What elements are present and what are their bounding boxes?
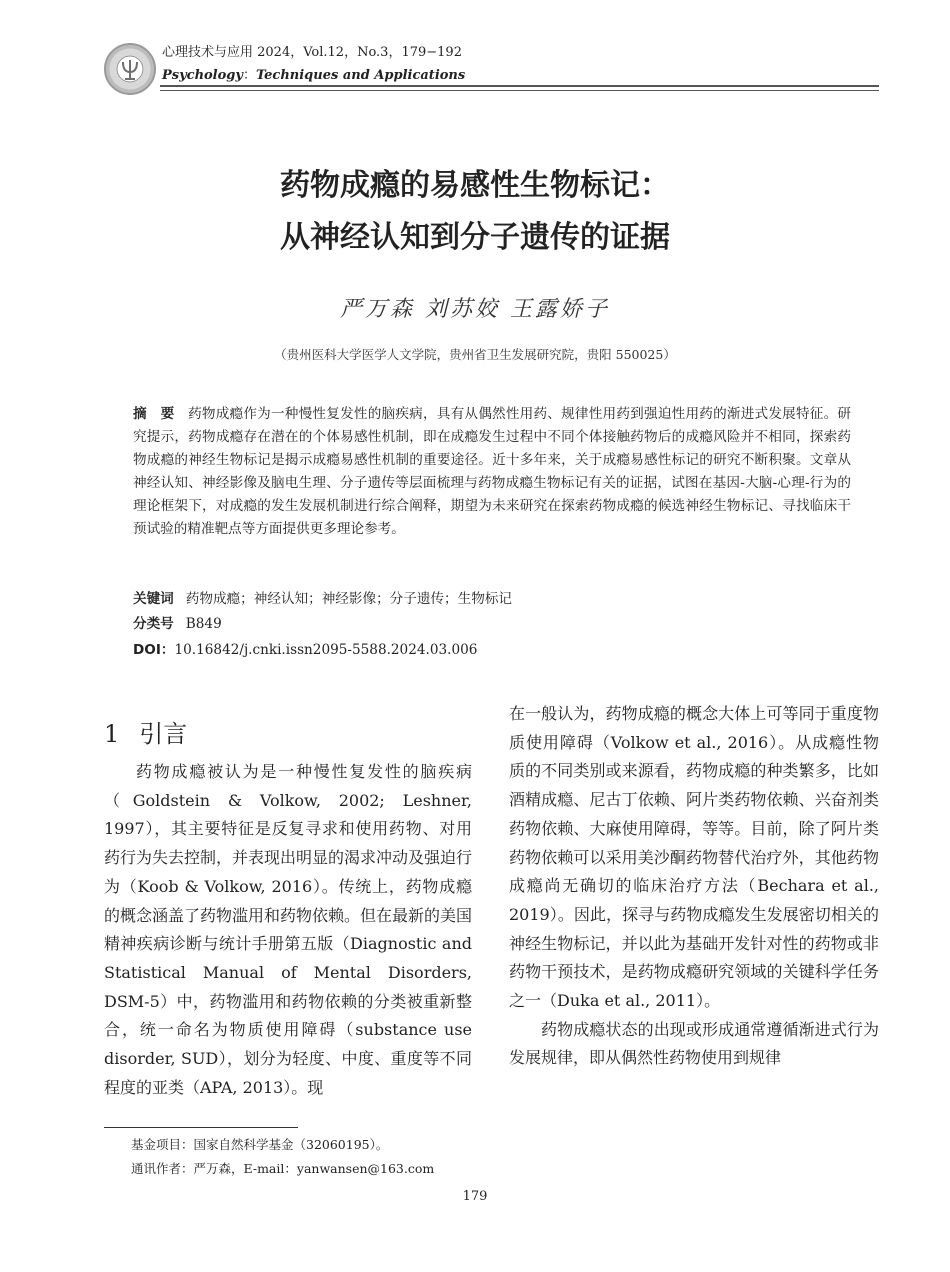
body-paragraph: 药物成瘾被认为是一种慢性复发性的脑疾病（Goldstein & Volkow, 2002; Leshner, 1997），其主要特征是反复寻求和使用药物、对用药行为失去控制，并表现出明显的渴求冲动及强迫行为（Koob & Volkow, 2016）。传统上，药物成瘾的概念涵盖了药物滥用和药物依赖。但在最新的美国精神疾病诊断与统计手册第五版（Diagnostic and Statistical Manual of Mental Disorders, DSM-5）中，药物滥用和药物依赖的分类被重新整合，统一命名为物质使用障碍（substance use disorder, SUD），划分为轻度、中度、重度等不同程度的亚类（APA, 2013）。现 [104, 762, 473, 1097]
section-number: 1 [104, 720, 120, 748]
doi [133, 638, 477, 658]
body-paragraph: 药物成瘾状态的出现或形成通常遵循渐进式行为发展规律，即从偶然性药物使用到规律 [509, 1019, 879, 1068]
keywords-value: 药物成瘾；神经认知；神经影像；分子遗传；生物标记 [185, 591, 513, 607]
doi-value: 10.16842/j.cnki.issn2095-5588.2024.03.006 [174, 642, 478, 658]
classification-value: B849 [185, 616, 222, 632]
section-title: 引言 [139, 720, 188, 748]
keywords-label: 关键词 [133, 591, 174, 607]
abstract-label: 摘 要 [133, 406, 175, 422]
body-column-left [104, 758, 472, 1102]
journal-english-name: Psychology：Techniques and Applications [162, 68, 466, 83]
body-column-right [509, 700, 879, 1073]
classification [133, 612, 222, 632]
keywords [133, 587, 512, 607]
journal-logo-icon [104, 43, 156, 95]
header-rule-thin [160, 90, 879, 91]
article-title-line2: 从神经认知到分子遗传的证据 [280, 220, 670, 255]
page-number: 179 [462, 1189, 488, 1204]
classification-label: 分类号 [133, 616, 174, 632]
article-title-line1: 药物成瘾的易感性生物标记： [280, 168, 670, 203]
footnote-funding: 基金项目：国家自然科学基金（32060195）。 [131, 1137, 389, 1152]
authors: 严万森 刘苏姣 王露娇子 [340, 297, 610, 322]
journal-header [104, 40, 879, 100]
footnote-rule [104, 1127, 298, 1128]
abstract [133, 403, 851, 541]
footnote-contact: 通讯作者：严万森，E-mail：yanwansen@163.com [131, 1161, 435, 1176]
section-heading [104, 714, 187, 749]
doi-label: DOI： [133, 642, 175, 658]
affiliation: （贵州医科大学医学人文学院，贵州省卫生发展研究院，贵阳 550025） [274, 347, 676, 362]
journal-citation: 心理技术与应用 2024，Vol.12，No.3，179−192 [162, 45, 462, 60]
body-paragraph: 在一般认为，药物成瘾的概念大体上可等同于重度物质使用障碍（Volkow et al., 2016）。从成瘾性物质的不同类别或来源看，药物成瘾的种类繁多，比如酒精成瘾、尼古丁依赖、阿片类药物依赖、兴奋剂类药物依赖、大麻使用障碍，等等。目前，除了阿片类药物依赖可以采用美沙酮药物替代治疗外，其他药物成瘾尚无确切的临床治疗方法（Bechara et al., 2019）。因此，探寻与药物成瘾发生发展密切相关的神经生物标记，并以此为基础开发针对性的药物或非药物干预技术，是药物成瘾研究领域的关键科学任务之一（Duka et al., 2011）。 [509, 704, 879, 1011]
abstract-text: 药物成瘾作为一种慢性复发性的脑疾病，具有从偶然性用药、规律性用药到强迫性用药的渐进式发展特征。研究提示，药物成瘾存在潜在的个体易感性机制，即在成瘾发生过程中不同个体接触药物后的成瘾风险并不相同，探索药物成瘾的神经生物标记是揭示成瘾易感性机制的重要途径。近十多年来，关于成瘾易感性标记的研究不断积聚。文章从神经认知、神经影像及脑电生理、分子遗传等层面梳理与药物成瘾生物标记有关的证据，试图在基因-大脑-心理-行为的理论框架下，对成瘾的发生发展机制进行综合阐释，期望为未来研究在探索药物成瘾的候选神经生物标记、寻找临床干预试验的精准靶点等方面提供更多理论参考。 [133, 406, 852, 537]
header-rule-thick [160, 85, 879, 87]
